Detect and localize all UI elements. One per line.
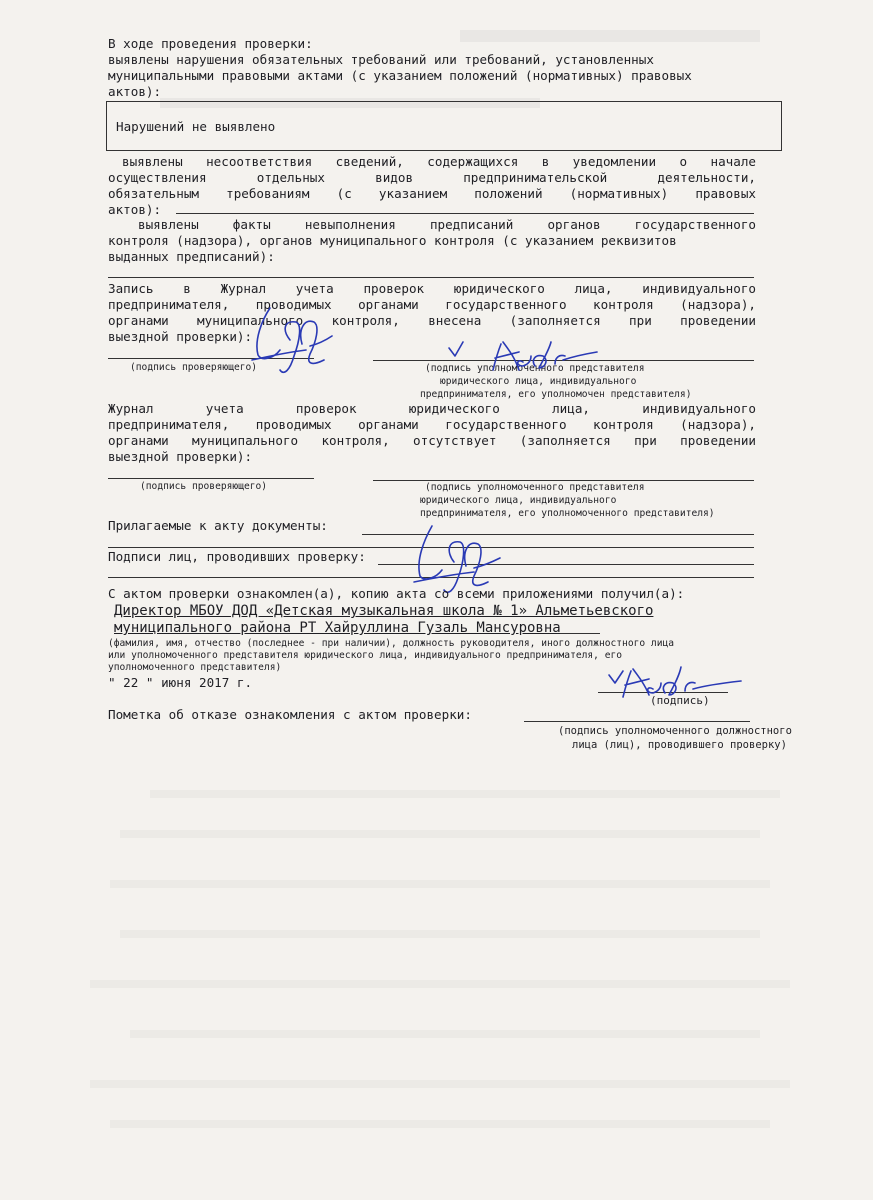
inconsistencies-line: обязательным требованиям (с указанием положений (нормативных) правовых [108, 186, 756, 201]
refusal-signature-line [524, 721, 750, 722]
representative-caption: юридического лица, индивидуального [440, 376, 637, 387]
bleed-through-block [110, 880, 770, 888]
inconsistencies-line: выявлены несоответствия сведений, содержащихся в уведомлении о начале [122, 154, 756, 169]
journal-entry-line: органами муниципального контроля, внесена (заполняется при проведении [108, 313, 756, 328]
journal-missing-line: предпринимателя, проводимых органами государственного контроля (надзора), [108, 417, 756, 432]
refusal-caption: лица (лиц), проводившего проверку) [572, 739, 787, 751]
acquainted-text: С актом проверки ознакомлен(а), копию акта со всеми приложениями получил(а): [108, 586, 685, 601]
journal-missing-line: органами муниципального контроля, отсутствует (заполняется при проведении [108, 433, 756, 448]
attachments-label: Прилагаемые к акту документы: [108, 518, 328, 533]
orders-line: контроля (надзора), органов муниципального контроля (с указанием реквизитов [108, 233, 677, 248]
inspector-signature [240, 300, 340, 380]
orders-line: выявлены факты невыполнения предписаний органов государственного [138, 217, 756, 232]
inspector-caption: (подпись проверяющего) [130, 362, 258, 373]
orders-line: выданных предписаний): [108, 249, 275, 264]
inspection-heading: В ходе проведения проверки: [108, 36, 313, 51]
bleed-through-block [460, 30, 760, 42]
representative-signature-2 [605, 655, 755, 703]
acquainted-fill-line [560, 633, 600, 634]
acquainted-signature-caption: (подпись) [650, 694, 710, 707]
representative-signature [445, 330, 605, 380]
acquainted-caption: (фамилия, имя, отчество (последнее - при наличии), должность руководителя, иного должностного лица [108, 638, 675, 649]
inspectors-signatures-label: Подписи лиц, проводивших проверку: [108, 549, 366, 564]
journal-entry-line: выездной проверки): [108, 329, 253, 344]
refusal-caption: (подпись уполномоченного должностного [558, 725, 792, 737]
violations-line: муниципальными правовыми актами (с указанием положений (нормативных) правовых [108, 68, 692, 83]
violations-line: выявлены нарушения обязательных требований или требований, установленных [108, 52, 654, 67]
representative-caption: (подпись уполномоченного представителя [425, 363, 645, 374]
acquainted-date: " 22 " июня 2017 г. [108, 675, 253, 690]
violations-line: актов): [108, 84, 162, 99]
inspector-signature-line [108, 478, 314, 479]
representative-caption: предпринимателя, его уполномоченного представителя) [420, 508, 715, 519]
representative-caption: предпринимателя, его уполномочен представителя) [420, 389, 692, 400]
journal-entry-line: Запись в Журнал учета проверок юридического лица, индивидуального [108, 281, 756, 296]
bleed-through-block [130, 1030, 760, 1038]
acquainted-caption: уполномоченного представителя) [108, 662, 282, 673]
representative-signature-line [373, 480, 754, 481]
bleed-through-block [120, 930, 760, 938]
journal-entry-line: предпринимателя, проводимых органами государственного контроля (надзора), [108, 297, 756, 312]
inspector-caption: (подпись проверяющего) [140, 481, 268, 492]
bleed-through-block [90, 1080, 790, 1088]
acquainted-caption: или уполномоченного представителя юридического лица, индивидуального предпринимателя, его [108, 650, 623, 661]
representative-caption: юридического лица, индивидуального [420, 495, 617, 506]
journal-missing-line: Журнал учета проверок юридического лица, индивидуального [108, 401, 756, 416]
bleed-through-block [150, 790, 780, 798]
orders-fill-line [108, 277, 754, 278]
bleed-through-block [110, 1120, 770, 1128]
journal-missing-line: выездной проверки): [108, 449, 253, 464]
inconsistencies-line: актов): [108, 202, 162, 217]
refusal-label: Пометка об отказе ознакомления с актом проверки: [108, 707, 472, 722]
inconsistencies-line: осуществления отдельных видов предпринимательской деятельности, [108, 170, 756, 185]
violations-result: Нарушений не выявлено [116, 119, 276, 134]
acquainted-person: Директор МБОУ ДОД «Детская музыкальная школа № 1» Альметьевского [114, 603, 654, 619]
bleed-through-block [90, 980, 790, 988]
inconsistencies-fill-line [176, 213, 754, 214]
bleed-through-block [120, 830, 760, 838]
representative-caption: (подпись уполномоченного представителя [425, 482, 645, 493]
acquainted-person: муниципального района РТ Хайруллина Гузаль Мансуровна [114, 620, 561, 636]
